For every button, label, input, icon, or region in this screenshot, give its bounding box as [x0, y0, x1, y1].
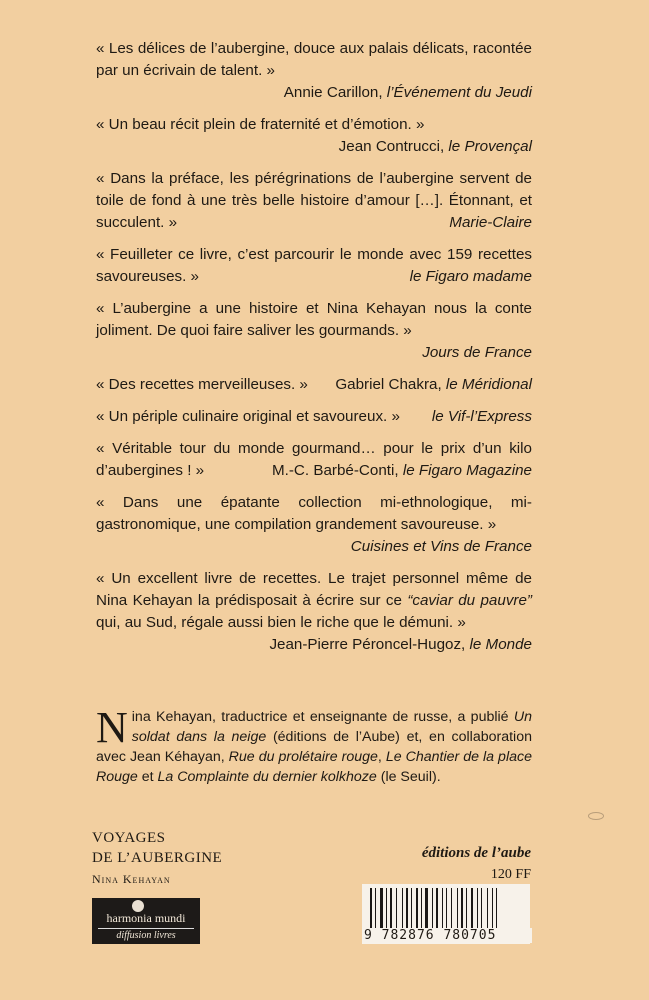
- quote-text: « Un excellent livre de recettes. Le trajet personnel même de Nina Kehayan la prédisposait à écrire sur ce “caviar du pauvre” qui, au Sud, régale aussi bien le riche que le démuni. »: [96, 570, 532, 631]
- drop-cap: N: [96, 703, 128, 752]
- book-author: Nina Kehayan: [92, 872, 171, 886]
- barcode-bar: [457, 888, 458, 928]
- quote-source: Jean Contrucci, le Provençal: [338, 138, 532, 155]
- quote-source: M.-C. Barbé-Conti, le Figaro Magazine: [272, 462, 532, 479]
- barcode-bar: [380, 888, 383, 928]
- quote-source: le Vif-l’Express: [431, 408, 532, 425]
- barcode-bar: [411, 888, 412, 928]
- quote-source: Jours de France: [422, 344, 532, 361]
- quote-4: [96, 244, 532, 288]
- barcode-bar: [390, 888, 392, 928]
- quote-10: [96, 568, 532, 656]
- quote-source: Jean-Pierre Péroncel-Hugoz, le Monde: [269, 636, 532, 653]
- quote-text: « Un beau récit plein de fraternité et d’émotion. »: [96, 116, 425, 133]
- publisher-name: éditions de l’aube: [421, 845, 531, 861]
- barcode-bar: [432, 888, 433, 928]
- barcode-bar: [477, 888, 478, 928]
- quote-text: « Véritable tour du monde gourmand… pour le prix d’un kilo d’aubergines ! »: [96, 440, 532, 479]
- quote-text: « Un périple culinaire original et savoureux. »: [96, 408, 400, 425]
- quote-source: Marie-Claire: [449, 214, 532, 231]
- quote-text: « Feuilleter ce livre, c’est parcourir le monde avec 159 recettes savoureuses. »: [96, 246, 532, 285]
- quote-text: « Les délices de l’aubergine, douce aux palais délicats, racontée par un écrivain de talent. »: [96, 40, 532, 79]
- barcode-bar: [466, 888, 467, 928]
- author-bio: Nina Kehayan, traductrice et enseignante de russe, a publié Un soldat dans la neige (éditions de l’Aube) et, en collaboration avec Jean Kéhayan, Rue du prolétaire rouge, Le Chantier de la place Rouge et La Complainte du dernier kolkhoze (le Seuil).: [96, 703, 532, 785]
- quote-1: [96, 38, 532, 104]
- barcode-bar: [396, 888, 397, 928]
- barcode-bar: [425, 888, 428, 928]
- barcode-bar: [386, 888, 387, 928]
- barcode-bar: [492, 888, 493, 928]
- price: 120 FF: [490, 867, 531, 882]
- quote-text: « L’aubergine a une histoire et Nina Kehayan nous la conte joliment. De quoi faire saliver les gourmands. »: [96, 300, 532, 339]
- barcode-bar: [402, 888, 403, 928]
- quote-source: le Figaro madame: [409, 268, 532, 285]
- paper-mark: [588, 812, 604, 820]
- barcode-bar: [461, 888, 463, 928]
- quote-9: [96, 492, 532, 558]
- harmonia-mundi-logo: harmonia mundi diffusion livres: [92, 898, 200, 944]
- barcode-bar: [406, 888, 408, 928]
- quote-text: « Des recettes merveilleuses. »: [96, 376, 308, 393]
- barcode-bar: [442, 888, 443, 928]
- quote-2: [96, 114, 532, 158]
- quote-source: Gabriel Chakra, le Méridional: [335, 376, 532, 393]
- quote-3: [96, 168, 532, 234]
- barcode-bar: [416, 888, 418, 928]
- barcode-bar: [446, 888, 447, 928]
- quote-source: Cuisines et Vins de France: [350, 538, 532, 555]
- press-quotes: [96, 38, 532, 666]
- barcode-bar: [487, 888, 488, 928]
- quote-source: Annie Carillon, l’Événement du Jeudi: [283, 84, 532, 101]
- barcode-bar: [451, 888, 452, 928]
- quote-text: « Dans une épatante collection mi-ethnologique, mi-gastronomique, une compilation grandement savoureuse. »: [96, 494, 532, 533]
- quote-7: [96, 406, 532, 428]
- book-title: VOYAGES DE L’AUBERGINE: [92, 830, 223, 866]
- isbn-number: 9 782876 780705: [362, 928, 532, 943]
- quote-5: [96, 298, 532, 364]
- barcode-bar: [481, 888, 482, 928]
- quote-6: [96, 374, 532, 396]
- quote-8: [96, 438, 532, 482]
- barcode-bar: [471, 888, 473, 928]
- barcode-bar: [421, 888, 422, 928]
- quote-text: « Dans la préface, les pérégrinations de l’aubergine servent de toile de fond à une très belle histoire d’amour […]. Étonnant, et succulent. »: [96, 170, 532, 231]
